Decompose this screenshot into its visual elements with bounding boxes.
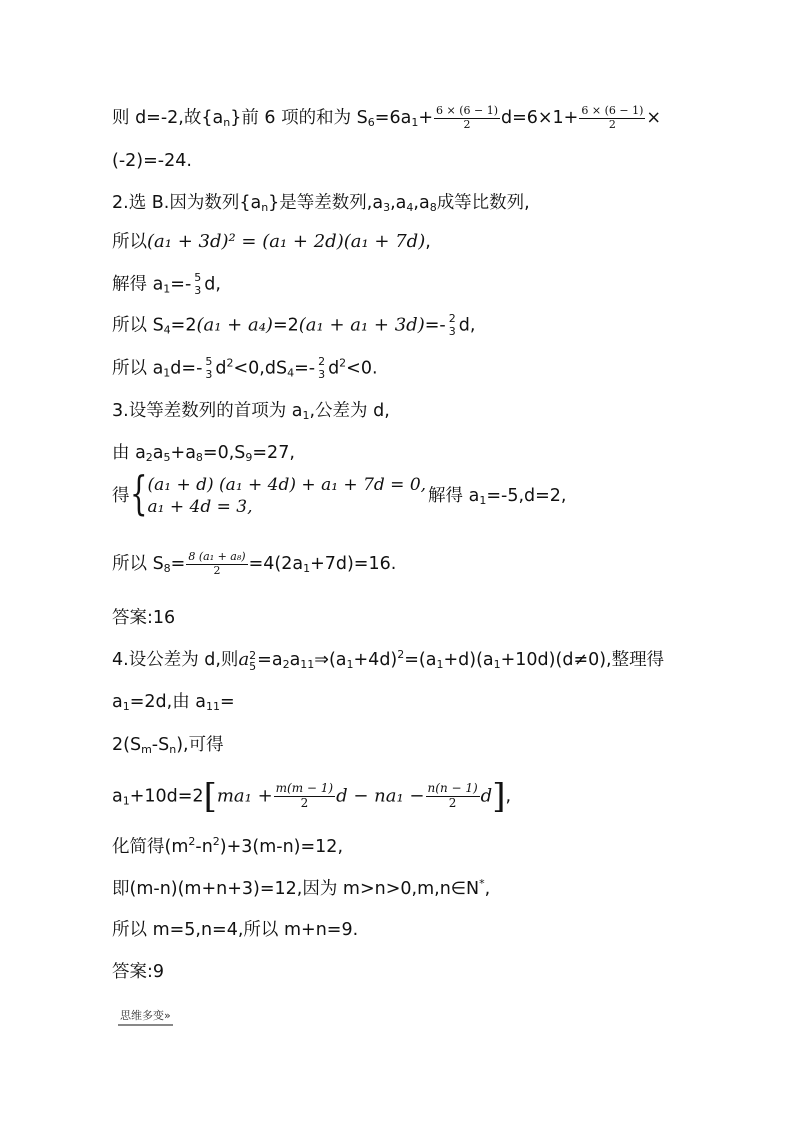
solution-line-4: 所以(a₁ + 3d)² = (a₁ + 2d)(a₁ + 7d),: [112, 231, 431, 252]
solution-line-2: (-2)=-24.: [112, 151, 192, 171]
answer-2: 答案:9: [112, 962, 165, 982]
fraction: $\frac{\text{8 (a₁ + a₈)}}{2}$: [188, 550, 246, 577]
fraction: $\frac{n(n - 1)}{2}$: [427, 781, 478, 810]
answer-1: 答案:16: [112, 608, 176, 628]
solution-line-18: 所以 m=5,n=4,所以 m+n=9.: [112, 920, 359, 940]
section-tag: 思维多变»: [118, 1007, 173, 1026]
solution-line-6: 所以 $S_4=2(a_1 + a_4)=2(a_1 + a_1 + 3d)=-$ 2 3 d,: [112, 312, 476, 338]
solution-line-5: 解得 $a_1=-$ 5 3 d,: [112, 271, 221, 297]
solution-line-15: $a_1+10d=2[ma_1$ + $\frac{m(m - 1)}{2}$ d − na₁ − $\frac{n(n - 1)}{2}$ d],: [112, 776, 512, 817]
fraction: 5 3: [194, 271, 202, 297]
solution-line-11: 所以 $S_8=$ $\frac{\text{8 (a₁ + a₈)}}{2}$ $=4(2a_1+7d)=16$.: [112, 550, 397, 577]
fraction: $\frac{m(m - 1)}{2}$: [275, 781, 334, 810]
fraction: $\frac{6 \times (6 - 1)}{2}$: [435, 104, 498, 131]
fraction: 2 3: [318, 355, 326, 381]
left-bracket-icon: [: [203, 776, 217, 817]
solution-line-3: 2.选 B.因为数列$\{a_n\}$是等差数列$,a_3,a_4,a_8$成等比数列,: [112, 193, 530, 214]
equation-system: { (a₁ + d) (a₁ + 4d) + a₁ + 7d = 0, a₁ + 4d = 3,: [129, 466, 427, 520]
equation: (a₁ + 3d)² = (a₁ + 2d)(a₁ + 7d): [147, 231, 426, 252]
fraction: 2 3: [448, 312, 456, 338]
fraction: $\frac{6 \times (6 - 1)}{2}$: [581, 104, 644, 131]
solution-line-12: 4.设公差为 d,则a 2 5 $=a_2a_{11}\Rightarrow(a_1+4d)^2=(a_1+d)(a_1+10d)(d\ne 0)$,整理得: [112, 648, 665, 673]
solution-line-13: $a_1=2d$,由 $a_{11}=$: [112, 692, 235, 713]
solution-line-8: 3.设等差数列的首项为 $a_1$,公差为 d,: [112, 401, 390, 422]
solution-line-10: 得 { (a₁ + d) (a₁ + 4d) + a₁ + 7d = 0, a₁ + 4d = 3, 解得 $a_1=-5,d=2$,: [112, 466, 567, 520]
solution-line-1: 则 d=-2,故$\{a_n\}$前 6 项的和为 $S_6=6a_1+$ $\frac{6 \times (6 - 1)}{2}$ d=6×1+ $\frac{6 \times (6 - 1)}{2}$ ×: [112, 104, 662, 131]
solution-line-7: 所以 $a_1d=-$ 5 3 $d^2<0,dS_4=-$ 2 3 $d^2<0$.: [112, 355, 378, 381]
solution-line-14: $2(S_m-S_n)$,可得: [112, 735, 224, 756]
right-bracket-icon: ]: [492, 776, 506, 817]
solution-line-16: 化简得$(m^2-n^2)+3(m-n)=12$,: [112, 835, 344, 857]
left-brace-icon: {: [129, 466, 148, 520]
text: 则 d=-2,故{a: [112, 108, 224, 129]
solution-line-17: 即(m-n)(m+n+3)=12,因为 m>n>0,m,n∈N*,: [112, 877, 491, 899]
fraction: 5 3: [205, 355, 213, 381]
solution-line-9: 由 $a_2a_5+a_8=0,S_9=27$,: [112, 443, 295, 464]
